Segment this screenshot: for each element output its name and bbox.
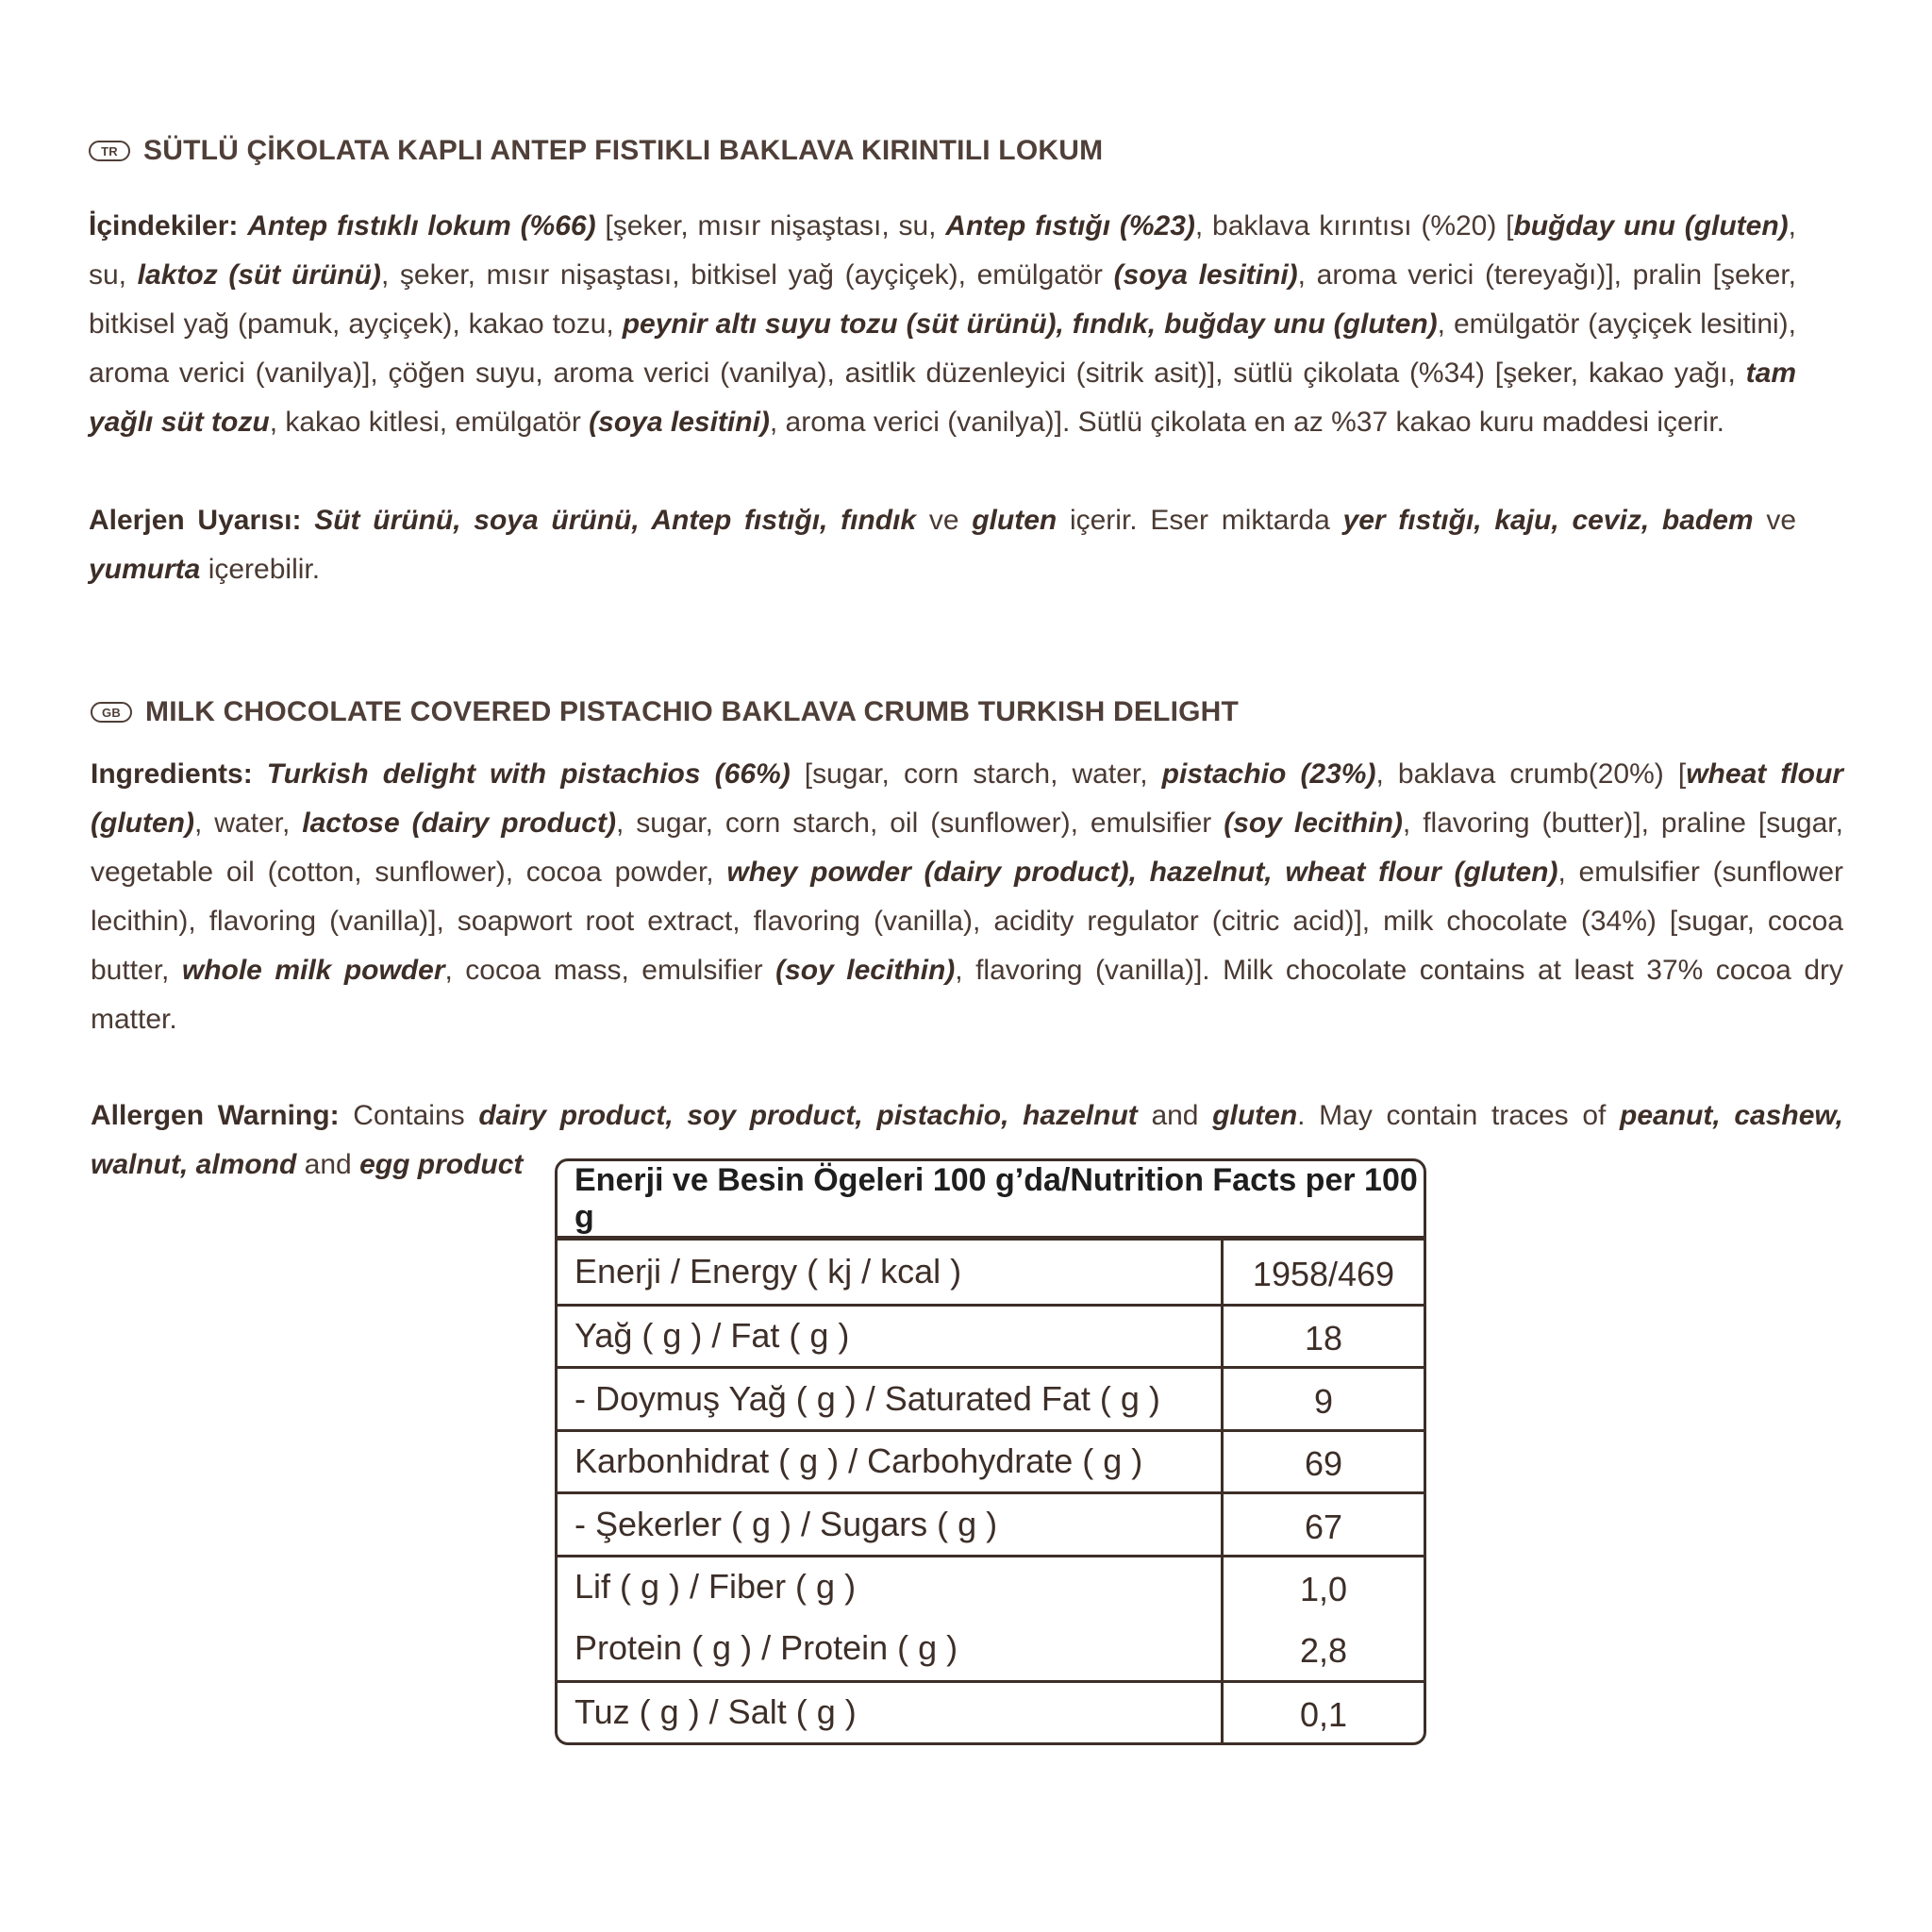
body-text: Contains (353, 1100, 479, 1131)
nutrition-row-salt (558, 1680, 1424, 1743)
nutrition-label: Tuz ( g ) / Salt ( g ) (558, 1683, 1224, 1743)
emphasized-text: Antep fıstığı (%23) (945, 210, 1195, 242)
emphasized-text: whole milk powder (181, 955, 445, 986)
turkish-heading (89, 132, 1796, 170)
emphasized-text: Süt ürünü, soya ürünü, Antep fıstığı, fındık (314, 505, 917, 536)
emphasized-text: gluten (972, 505, 1058, 536)
nutrition-row-sugars (558, 1491, 1424, 1555)
nutrition-value: 2,8 (1299, 1631, 1348, 1671)
emphasized-text: buğday unu (gluten) (1513, 210, 1789, 242)
nutrition-row-fiber (558, 1555, 1424, 1618)
emphasized-text: egg product (359, 1149, 524, 1180)
body-text: , baklava crumb(20%) [ (1375, 758, 1687, 790)
body-text: , emulsifier (sunflower lecithin), flavoring (vanilla)], soapwort root extract, flavoring (vanilla), acidity regulator (citric acid)], milk chocolate (34%) [sugar, cocoa butter, (91, 857, 1844, 986)
body-text: , şeker, mısır nişaştası, bitkisel yağ (ayçiçek), emülgatör (380, 259, 1114, 291)
body-text: [sugar, corn starch, water, (790, 758, 1162, 790)
body-text: , emülgatör (ayçiçek lesitini), aroma verici (vanilya)], çöğen suyu, aroma verici (vanilya), asitlik düzenleyici (sitrik asit)], sütlü çikolata (%34) [şeker, kakao yağı, (89, 308, 1796, 389)
emphasized-text: wheat flour (gluten) (91, 758, 1843, 839)
emphasized-text: peynir altı suyu tozu (süt ürünü), fındık, buğday unu (gluten) (622, 308, 1438, 340)
nutrition-value: 67 (1304, 1507, 1343, 1546)
nutrition-label: Karbonhidrat ( g ) / Carbohydrate ( g ) (558, 1432, 1224, 1492)
nutrition-value: 69 (1304, 1444, 1343, 1484)
emphasized-text: (soy lecithin) (775, 955, 956, 986)
emphasized-text: tam yağlı süt tozu (89, 358, 1796, 438)
paragraph-label: Ingredients: (91, 758, 267, 790)
emphasized-text: (soya lesitini) (1113, 259, 1298, 291)
emphasized-text: pistachio (23%) (1161, 758, 1376, 790)
turkish-allergen-warning (89, 496, 1796, 594)
emphasized-text: lactose (dairy product) (302, 808, 616, 839)
nutrition-label: - Şekerler ( g ) / Sugars ( g ) (558, 1494, 1224, 1555)
body-text: , cocoa mass, emulsifier (444, 955, 776, 986)
nutrition-row-carbohydrate (558, 1429, 1424, 1492)
body-text: and (296, 1149, 360, 1180)
body-text: , su, (89, 210, 1797, 291)
emphasized-text: Turkish delight with pistachios (66%) (266, 758, 791, 790)
turkish-product-title: SÜTLÜ ÇİKOLATA KAPLI ANTEP FISTIKLI BAKLAVA KIRINTILI LOKUM (143, 135, 1104, 166)
nutrition-label: Protein ( g ) / Protein ( g ) (558, 1617, 1224, 1680)
body-text: , flavoring (vanilla)]. Milk chocolate contains at least 37% cocoa dry matter. (91, 955, 1843, 1035)
nutrition-label: Yağ ( g ) / Fat ( g ) (558, 1307, 1224, 1367)
body-text: , flavoring (butter)], praline [sugar, vegetable oil (cotton, sunflower), cocoa powder, (91, 808, 1843, 888)
turkish-ingredients (89, 202, 1796, 447)
nutrition-row-protein (558, 1617, 1424, 1680)
body-text: içerebilir. (200, 554, 321, 585)
nutrition-row-energy (558, 1241, 1424, 1304)
paragraph-label: Alerjen Uyarısı: (89, 505, 315, 536)
body-text: , water, (193, 808, 303, 839)
emphasized-text: yer fıstığı, kaju, ceviz, badem (1342, 505, 1754, 536)
emphasized-text: peanut, cashew, walnut, almond (91, 1100, 1843, 1180)
nutrition-row-fat (558, 1304, 1424, 1367)
body-text: , baklava kırıntısı (%20) [ (1194, 210, 1514, 242)
nutrition-label: - Doymuş Yağ ( g ) / Saturated Fat ( g ) (558, 1369, 1224, 1429)
emphasized-text: dairy product, soy product, pistachio, hazelnut (478, 1100, 1138, 1131)
emphasized-text: (soy lecithin) (1224, 808, 1403, 839)
english-product-title: MILK CHOCOLATE COVERED PISTACHIO BAKLAVA CRUMB TURKISH DELIGHT (145, 696, 1240, 727)
body-text: , sugar, corn starch, oil (sunflower), emulsifier (615, 808, 1224, 839)
emphasized-text: gluten (1212, 1100, 1298, 1131)
body-text: , aroma verici (vanilya)]. Sütlü çikolata en az %37 kakao kuru maddesi içerir. (769, 407, 1724, 438)
paragraph-label: Allergen Warning: (91, 1100, 354, 1131)
turkish-section (89, 132, 1796, 594)
nutrition-value: 18 (1304, 1319, 1343, 1358)
emphasized-text: (soya lesitini) (589, 407, 770, 438)
nutrition-value: 1958/469 (1252, 1255, 1395, 1294)
emphasized-text: laktoz (süt ürünü) (137, 259, 381, 291)
english-ingredients (91, 750, 1843, 1044)
nutrition-value: 1,0 (1299, 1570, 1348, 1609)
nutrition-label: Enerji / Energy ( kj / kcal ) (558, 1241, 1224, 1304)
tr-language-badge-icon: TR (89, 141, 130, 161)
emphasized-text: whey powder (dairy product), hazelnut, wheat flour (gluten) (726, 857, 1558, 888)
nutrition-value: 9 (1313, 1381, 1334, 1421)
nutrition-facts-table (555, 1158, 1426, 1745)
body-text: ve (916, 505, 973, 536)
emphasized-text: Antep fıstıklı lokum (%66) (247, 210, 596, 242)
paragraph-label: İçindekiler: (89, 210, 248, 242)
nutrition-label: Lif ( g ) / Fiber ( g ) (558, 1557, 1224, 1618)
body-text: ve (1753, 505, 1797, 536)
body-text: , kakao kitlesi, emülgatör (269, 407, 590, 438)
english-section (91, 693, 1843, 1190)
gb-language-badge-icon: GB (91, 702, 132, 723)
nutrition-value: 0,1 (1299, 1695, 1348, 1735)
english-heading (91, 693, 1843, 731)
body-text: [şeker, mısır nişaştası, su, (595, 210, 946, 242)
body-text: , aroma verici (tereyağı)], pralin [şeker, bitkisel yağ (pamuk, ayçiçek), kakao tozu, (89, 259, 1797, 340)
emphasized-text: yumurta (89, 554, 201, 585)
nutrition-row-saturated-fat (558, 1366, 1424, 1429)
body-text: and (1137, 1100, 1213, 1131)
body-text: . May contain traces of (1297, 1100, 1621, 1131)
nutrition-table-title: Enerji ve Besin Ögeleri 100 g’da/Nutrition Facts per 100 g (558, 1161, 1424, 1241)
body-text: içerir. Eser miktarda (1057, 505, 1343, 536)
